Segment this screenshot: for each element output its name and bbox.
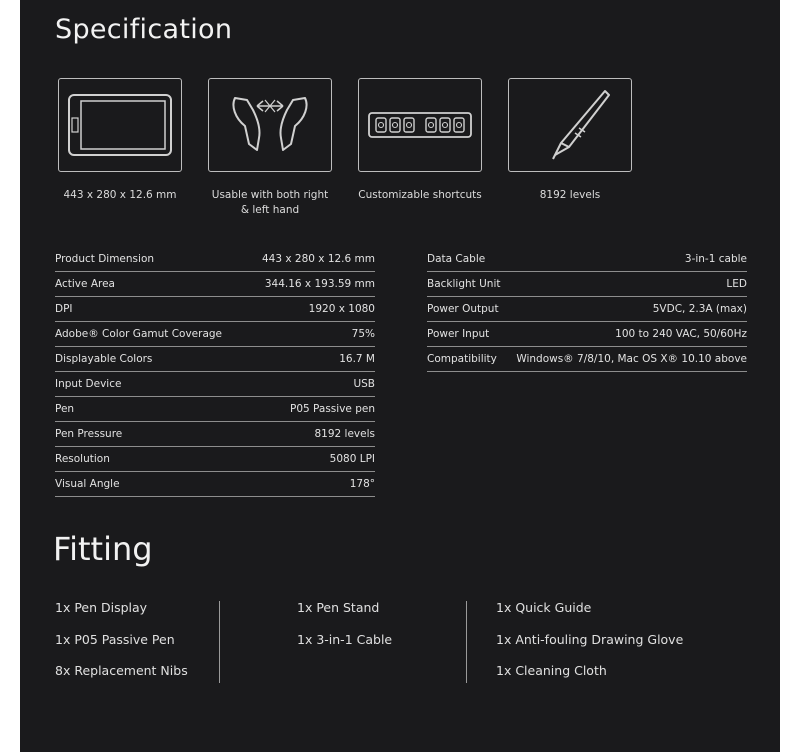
spec-label: Adobe® Color Gamut Coverage xyxy=(55,328,223,340)
spec-value: Windows® 7/8/10, Mac OS X® 10.10 above xyxy=(516,353,747,365)
fitting-title: Fitting xyxy=(53,530,153,568)
table-row xyxy=(427,322,747,347)
list-item: 1x Anti-fouling Drawing Glove xyxy=(496,631,684,647)
spec-value: 344.16 x 193.59 mm xyxy=(264,278,375,290)
table-row xyxy=(427,297,747,322)
table-row xyxy=(55,247,375,272)
feature-box xyxy=(358,78,482,172)
product-panel xyxy=(20,0,780,752)
spec-value: 5VDC, 2.3A (max) xyxy=(652,303,747,315)
feature-dimension xyxy=(58,78,182,203)
spec-value: 1920 x 1080 xyxy=(308,303,375,315)
spec-table-left xyxy=(55,247,375,497)
pen-display-icon xyxy=(66,92,174,158)
table-row xyxy=(55,297,375,322)
spec-label: Compatibility xyxy=(427,353,497,365)
spec-label: Power Output xyxy=(427,303,499,315)
spec-label: Backlight Unit xyxy=(427,278,501,290)
spec-label: Displayable Colors xyxy=(55,353,153,365)
spec-label: Pen xyxy=(55,403,75,415)
feature-box xyxy=(208,78,332,172)
table-row xyxy=(55,472,375,497)
spec-label: Power Input xyxy=(427,328,490,340)
feature-caption: 8192 levels xyxy=(539,189,601,201)
feature-box xyxy=(508,78,632,172)
table-row xyxy=(55,347,375,372)
fitting-column-3 xyxy=(496,598,683,693)
specification-title: Specification xyxy=(55,14,233,45)
feature-box xyxy=(58,78,182,172)
both-hands-icon xyxy=(227,92,313,158)
spec-value: 178° xyxy=(349,478,375,490)
spec-label: DPI xyxy=(55,303,73,315)
table-row xyxy=(427,272,747,297)
fitting-column-1 xyxy=(55,598,188,693)
list-item: 1x Quick Guide xyxy=(496,600,592,615)
list-item: 8x Replacement Nibs xyxy=(55,663,188,678)
feature-caption: 443 x 280 x 12.6 mm xyxy=(63,189,177,201)
spec-value: P05 Passive pen xyxy=(290,403,375,415)
spec-label: Visual Angle xyxy=(55,478,120,490)
table-row xyxy=(55,447,375,472)
list-item: 1x 3-in-1 Cable xyxy=(297,631,393,647)
spec-value: 5080 LPI xyxy=(329,453,375,465)
stylus-pen-icon xyxy=(525,85,615,165)
table-row xyxy=(55,372,375,397)
shortcut-keys-icon xyxy=(367,111,473,139)
table-row xyxy=(55,322,375,347)
spec-value: 100 to 240 VAC, 50/60Hz xyxy=(615,328,747,340)
feature-pressure xyxy=(508,78,632,203)
list-item: 1x Pen Display xyxy=(55,600,148,615)
table-row xyxy=(427,347,747,372)
feature-caption: Customizable shortcuts xyxy=(358,189,482,201)
list-item: 1x Cleaning Cloth xyxy=(496,663,607,678)
caption-line-2: & left hand xyxy=(240,204,300,216)
spec-value: 75% xyxy=(351,328,375,340)
spec-table-right xyxy=(427,247,747,372)
spec-value: LED xyxy=(726,278,747,290)
spec-label: Pen Pressure xyxy=(55,428,123,440)
spec-label: Product Dimension xyxy=(55,253,155,265)
list-item: 1x P05 Passive Pen xyxy=(55,631,175,647)
feature-caption xyxy=(208,188,332,218)
spec-value: 3-in-1 cable xyxy=(684,253,747,265)
table-row xyxy=(55,422,375,447)
column-divider xyxy=(219,601,220,683)
fitting-column-2 xyxy=(297,598,392,661)
spec-value: 443 x 280 x 12.6 mm xyxy=(261,253,375,265)
column-divider xyxy=(466,601,467,683)
spec-label: Resolution xyxy=(55,453,110,465)
spec-label: Input Device xyxy=(55,378,122,390)
spec-value: USB xyxy=(353,378,375,390)
table-row xyxy=(427,247,747,272)
spec-value: 16.7 M xyxy=(339,353,375,365)
spec-label: Data Cable xyxy=(427,253,486,265)
list-item: 1x Pen Stand xyxy=(297,600,380,615)
feature-shortcuts xyxy=(358,78,482,203)
caption-line-1: Usable with both right xyxy=(211,189,329,201)
spec-label: Active Area xyxy=(55,278,115,290)
feature-ambidextrous xyxy=(208,78,332,218)
table-row xyxy=(55,397,375,422)
table-row xyxy=(55,272,375,297)
spec-value: 8192 levels xyxy=(314,428,375,440)
